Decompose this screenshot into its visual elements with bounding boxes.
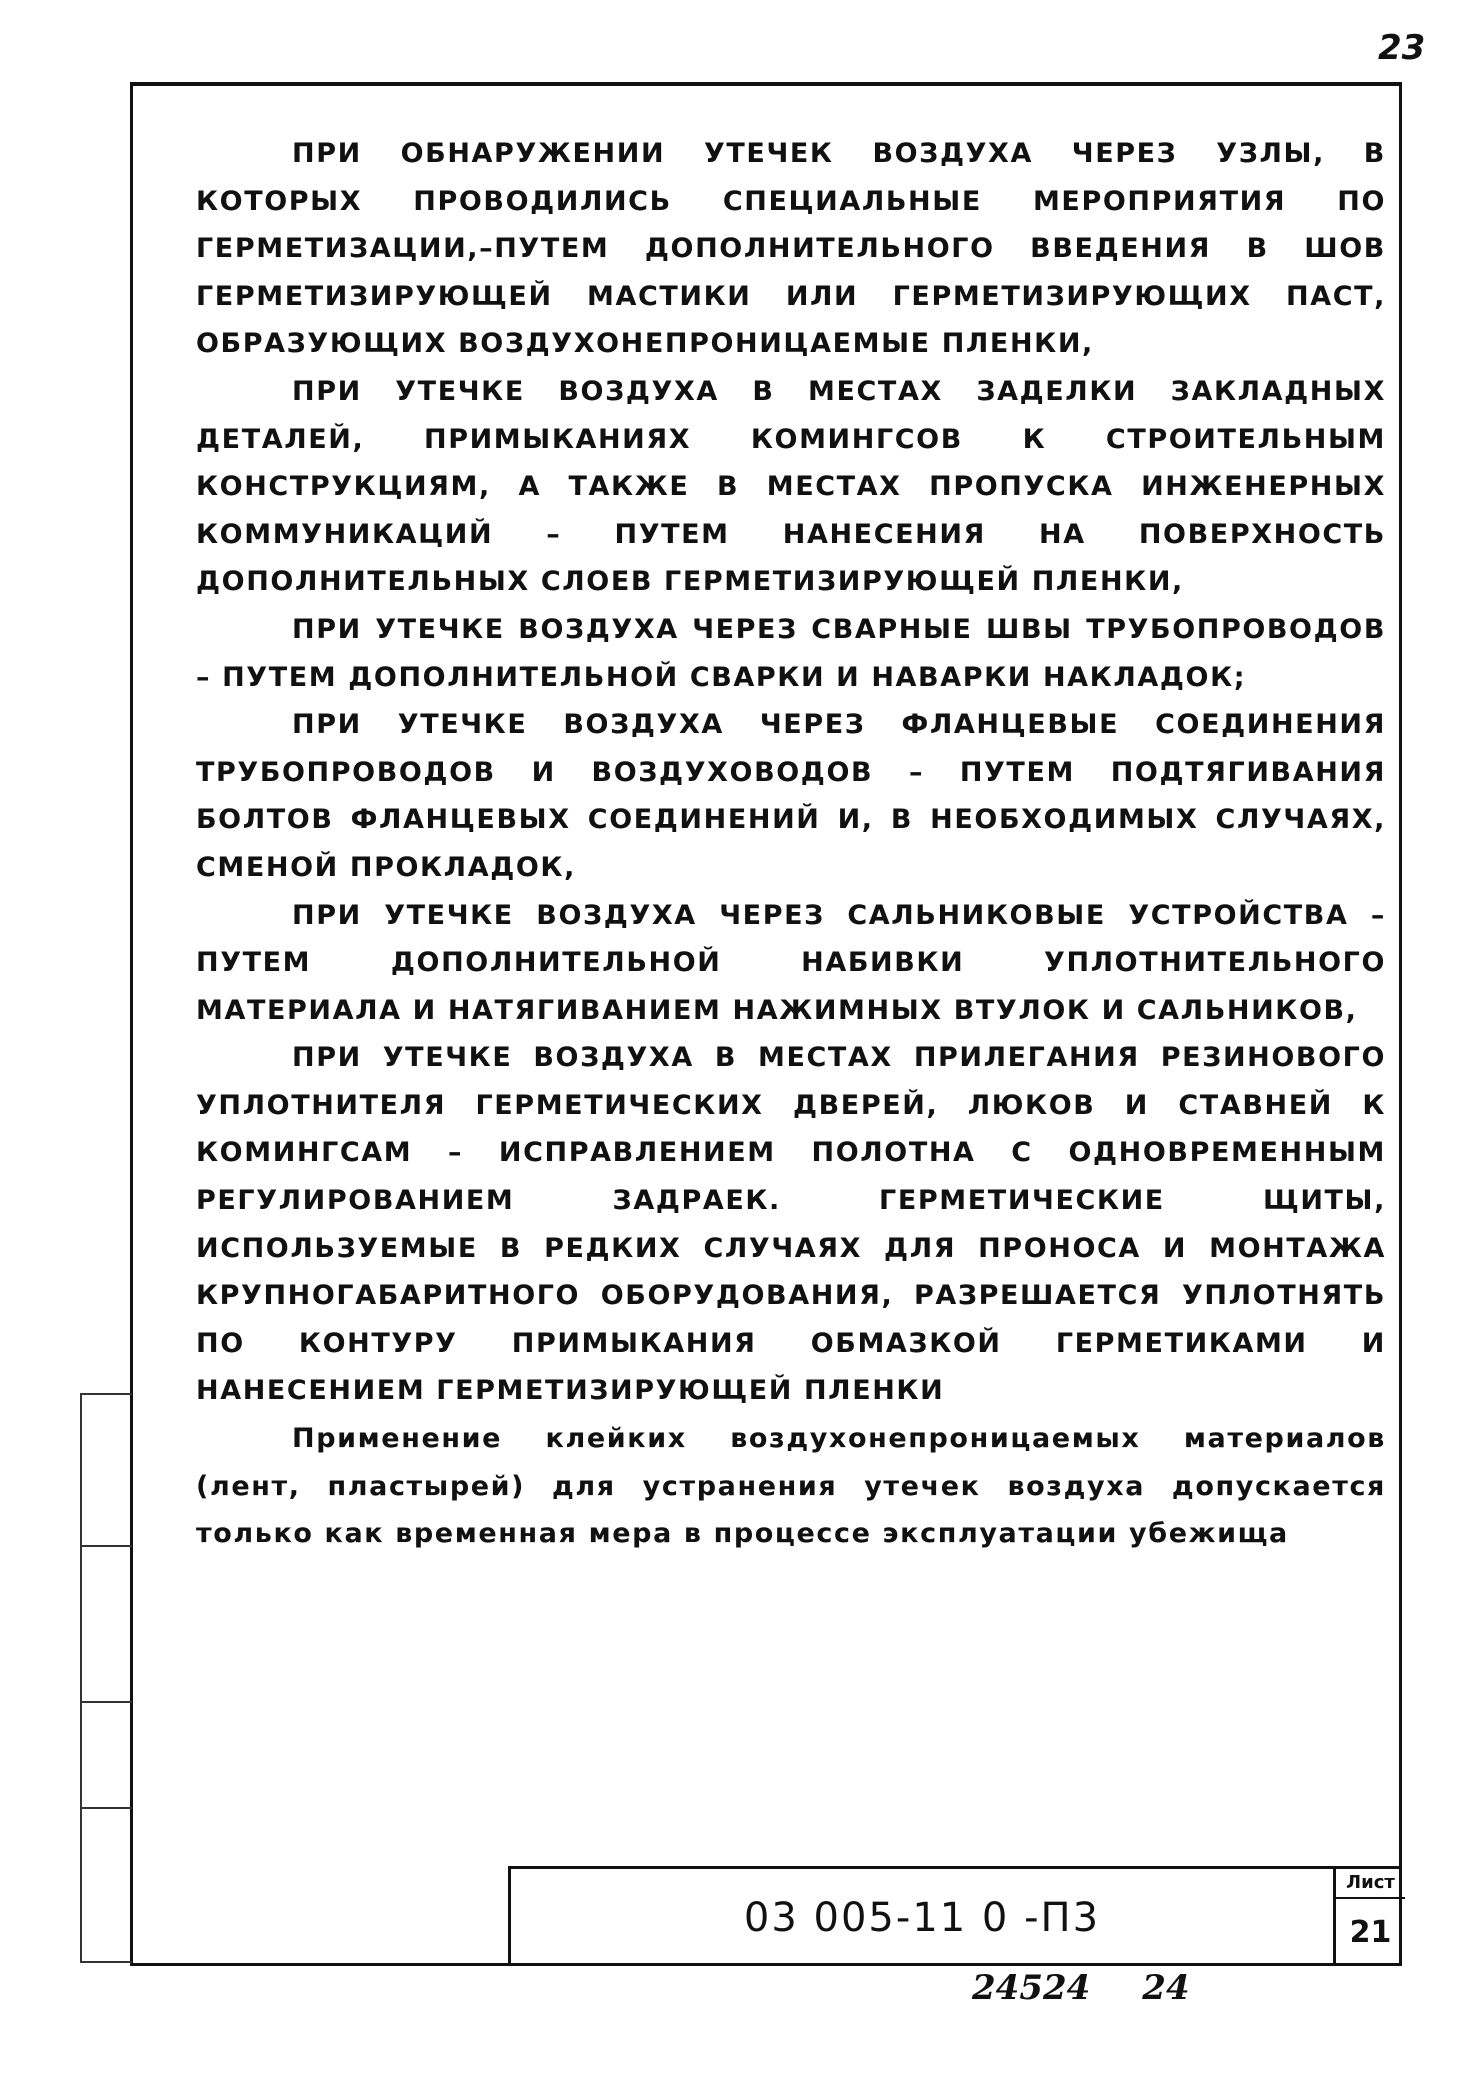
document-body [196, 130, 1386, 1558]
title-block [508, 1866, 1402, 1966]
paragraph-door-seals: ПРИ УТЕЧКЕ ВОЗДУХА В МЕСТАХ ПРИЛЕГАНИЯ РЕЗИНОВОГО УПЛОТНИТЕЛЯ ГЕРМЕТИЧЕСКИХ ДВЕРЕЙ, ЛЮКОВ И СТАВНЕЙ К КОМИНГСАМ – ИСПРАВЛЕНИЕМ ПОЛОТНА С ОДНОВРЕМЕННЫМ РЕГУЛИРОВАНИЕМ ЗАДРАЕК. ГЕРМЕТИЧЕСКИЕ ЩИТЫ, ИСПОЛЬЗУЕМЫЕ В РЕДКИХ СЛУЧАЯХ ДЛЯ ПРОНОСА И МОНТАЖА КРУПНОГАБАРИТНОГО ОБОРУДОВАНИЯ, РАЗРЕШАЕТСЯ УПЛОТНЯТЬ ПО КОНТУРУ ПРИМЫКАНИЯ ОБМАЗКОЙ ГЕРМЕТИКАМИ И НАНЕСЕНИЕМ ГЕРМЕТИЗИРУЮЩЕЙ ПЛЕНКИ [196, 1042, 1386, 1407]
paragraph-sealed-joints: ПРИ ОБНАРУЖЕНИИ УТЕЧЕК ВОЗДУХА ЧЕРЕЗ УЗЛЫ, В КОТОРЫХ ПРОВОДИЛИСЬ СПЕЦИАЛЬНЫЕ МЕРОПРИЯТИЯ ПО ГЕРМЕТИЗАЦИИ,–ПУТЕМ ДОПОЛНИТЕЛЬНОГО ВВЕДЕНИЯ В ШОВ ГЕРМЕТИЗИРУЮЩЕЙ МАСТИКИ ИЛИ ГЕРМЕТИЗИРУЮЩИХ ПАСТ, ОБРАЗУЮЩИХ ВОЗДУХОНЕПРОНИЦАЕМЫЕ ПЛЕНКИ, [196, 138, 1386, 360]
inventory-page: 24 [1142, 1968, 1190, 2008]
corner-page-mark: 23 [1378, 28, 1426, 68]
paragraph-flange-connections: ПРИ УТЕЧКЕ ВОЗДУХА ЧЕРЕЗ ФЛАНЦЕВЫЕ СОЕДИНЕНИЯ ТРУБОПРОВОДОВ И ВОЗДУХОВОДОВ – ПУТЕМ ПОДТЯГИВАНИЯ БОЛТОВ ФЛАНЦЕВЫХ СОЕДИНЕНИЙ И, В НЕОБХОДИМЫХ СЛУЧАЯХ, СМЕНОЙ ПРОКЛАДОК, [196, 709, 1386, 883]
document-code: 03 005-11 0 -П3 [743, 1894, 1101, 1941]
inventory-stamp [972, 1968, 1242, 2008]
binding-margin-ticks [80, 1393, 130, 1963]
sheet-label: Лист [1336, 1869, 1405, 1899]
sheet-number: 21 [1349, 1915, 1392, 1950]
sheet-cell [1333, 1869, 1405, 1966]
inventory-number: 24524 [972, 1968, 1091, 2008]
paragraph-gland-devices: ПРИ УТЕЧКЕ ВОЗДУХА ЧЕРЕЗ САЛЬНИКОВЫЕ УСТРОЙСТВА – ПУТЕМ ДОПОЛНИТЕЛЬНОЙ НАБИВКИ УПЛОТНИТЕЛЬНОГО МАТЕРИАЛА И НАТЯГИВАНИЕМ НАЖИМНЫХ ВТУЛОК И САЛЬНИКОВ, [196, 899, 1386, 1026]
paragraph-welded-seams: ПРИ УТЕЧКЕ ВОЗДУХА ЧЕРЕЗ СВАРНЫЕ ШВЫ ТРУБОПРОВОДОВ – ПУТЕМ ДОПОЛНИТЕЛЬНОЙ СВАРКИ И НАВАРКИ НАКЛАДОК; [196, 613, 1386, 693]
paragraph-temporary-materials: Применение клейких воздухонепроницаемых материалов (лент, пластырей) для устранения утечек воздуха допускается только как временная мера в процессе эксплуатации убежища [196, 1423, 1386, 1550]
paragraph-embedded-parts: ПРИ УТЕЧКЕ ВОЗДУХА В МЕСТАХ ЗАДЕЛКИ ЗАКЛАДНЫХ ДЕТАЛЕЙ, ПРИМЫКАНИЯХ КОМИНГСОВ К СТРОИТЕЛЬНЫМ КОНСТРУКЦИЯМ, А ТАКЖЕ В МЕСТАХ ПРОПУСКА ИНЖЕНЕРНЫХ КОММУНИКАЦИЙ – ПУТЕМ НАНЕСЕНИЯ НА ПОВЕРХНОСТЬ ДОПОЛНИТЕЛЬНЫХ СЛОЕВ ГЕРМЕТИЗИРУЮЩЕЙ ПЛЕНКИ, [196, 375, 1386, 598]
